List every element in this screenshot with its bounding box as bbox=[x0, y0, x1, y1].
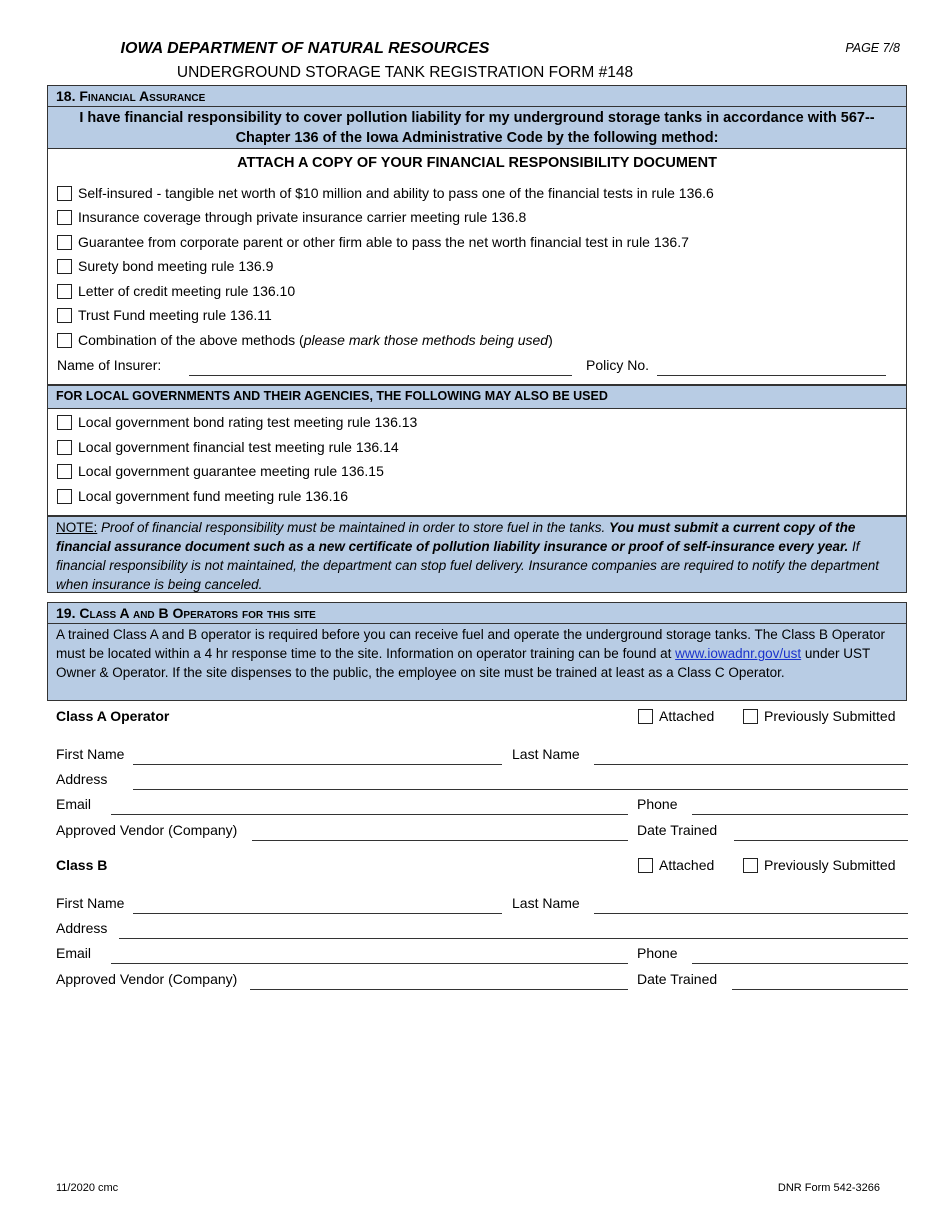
class-a-address-label: Address bbox=[56, 771, 108, 787]
checkbox[interactable] bbox=[57, 415, 72, 430]
option-label: Trust Fund meeting rule 136.11 bbox=[78, 307, 272, 323]
class-b-first-name-label: First Name bbox=[56, 895, 125, 911]
option-label: Self-insured - tangible net worth of $10 million and ability to pass one of the financial tests in rule 136.6 bbox=[78, 185, 714, 201]
option-label: Local government guarantee meeting rule 136.15 bbox=[78, 463, 384, 479]
local-option-financial-test[interactable] bbox=[57, 439, 399, 455]
class-a-last-name-label: Last Name bbox=[512, 746, 580, 762]
option-label: Guarantee from corporate parent or other firm able to pass the net worth financial test in rule 136.7 bbox=[78, 234, 689, 250]
section-19-title: Class A and B Operators for this site bbox=[79, 605, 316, 621]
option-label: Letter of credit meeting rule 136.10 bbox=[78, 283, 296, 299]
class-a-vendor-label: Approved Vendor (Company) bbox=[56, 822, 238, 838]
class-a-attached[interactable] bbox=[638, 708, 714, 724]
local-option-fund[interactable] bbox=[57, 488, 348, 504]
form-title: UNDERGROUND STORAGE TANK REGISTRATION FORM #148 bbox=[176, 64, 634, 81]
class-b-address-label: Address bbox=[56, 920, 108, 936]
class-a-phone-label: Phone bbox=[637, 796, 678, 812]
footer-form-number: DNR Form 542-3266 bbox=[777, 1182, 880, 1194]
attached-label: Attached bbox=[659, 708, 715, 724]
class-b-vendor-input[interactable] bbox=[250, 989, 628, 990]
section-19-header bbox=[47, 602, 907, 624]
fa-option-guarantee[interactable] bbox=[57, 234, 689, 250]
note-text: Proof of financial responsibility must be maintained in order to store fuel in the tanks. bbox=[97, 520, 610, 535]
note-label: NOTE: bbox=[56, 520, 98, 535]
section-18-intro: I have financial responsibility to cover pollution liability for my underground storage tanks in accordance with 567--Chapter 136 of the Iowa Administrative Code by the following method: bbox=[47, 107, 907, 149]
class-b-first-name-input[interactable] bbox=[133, 913, 502, 914]
training-link[interactable]: www.iowadnr.gov/ust bbox=[675, 646, 802, 661]
checkbox[interactable] bbox=[57, 186, 72, 201]
checkbox[interactable] bbox=[57, 333, 72, 348]
fa-note bbox=[47, 516, 907, 593]
checkbox[interactable] bbox=[57, 210, 72, 225]
checkbox[interactable] bbox=[57, 284, 72, 299]
attach-instruction: ATTACH A COPY OF YOUR FINANCIAL RESPONSIBILITY DOCUMENT bbox=[237, 155, 717, 171]
section-19-number: 19. bbox=[56, 605, 76, 621]
section-19-intro: A trained Class A and B operator is required before you can receive fuel and operate the underground storage tanks. The Class B Operator must be located within a 4 hr response time to the site. Information on operator training can be found at www.iowadnr.gov/ust under UST Owner & Operator. If the site dispenses to the public, the employee on site must be trained at least as a Class C Operator. bbox=[47, 624, 907, 701]
checkbox[interactable] bbox=[638, 709, 653, 724]
class-a-first-name-label: First Name bbox=[56, 746, 125, 762]
checkbox[interactable] bbox=[57, 235, 72, 250]
class-a-address-input[interactable] bbox=[133, 789, 908, 790]
policy-input[interactable] bbox=[657, 375, 886, 376]
option-label: Surety bond meeting rule 136.9 bbox=[78, 258, 274, 274]
local-option-guarantee[interactable] bbox=[57, 463, 384, 479]
insurer-label: Name of Insurer: bbox=[57, 357, 162, 373]
class-b-phone-label: Phone bbox=[637, 945, 678, 961]
option-label: Combination of the above methods (please mark those methods being used) bbox=[78, 332, 553, 348]
option-label: Local government bond rating test meeting rule 136.13 bbox=[78, 414, 418, 430]
class-a-first-name-input[interactable] bbox=[133, 764, 502, 765]
fa-option-letter-of-credit[interactable] bbox=[57, 283, 295, 299]
note-bold-text: You must submit a current copy of the financial assurance document such as a new certificate of pollution liability insurance or proof of self-insurance every year. bbox=[56, 520, 856, 554]
class-b-phone-input[interactable] bbox=[692, 963, 908, 964]
checkbox[interactable] bbox=[57, 308, 72, 323]
option-label: Local government fund meeting rule 136.16 bbox=[78, 488, 349, 504]
checkbox[interactable] bbox=[57, 440, 72, 455]
insurer-input[interactable] bbox=[189, 375, 572, 376]
fa-option-surety-bond[interactable] bbox=[57, 258, 273, 274]
previously-submitted-label: Previously Submitted bbox=[764, 708, 896, 724]
class-b-vendor-label: Approved Vendor (Company) bbox=[56, 971, 238, 987]
fa-option-trust-fund[interactable] bbox=[57, 307, 272, 323]
section-18-number: 18. bbox=[56, 88, 76, 104]
class-b-attached[interactable] bbox=[638, 857, 714, 873]
fa-option-self-insured[interactable] bbox=[57, 185, 714, 201]
checkbox[interactable] bbox=[743, 709, 758, 724]
class-a-label: Class A Operator bbox=[56, 708, 170, 724]
attached-label: Attached bbox=[659, 857, 715, 873]
class-a-previously-submitted[interactable] bbox=[743, 708, 896, 724]
section-18-header bbox=[47, 85, 907, 107]
class-a-email-input[interactable] bbox=[111, 814, 628, 815]
option-label: Insurance coverage through private insurance carrier meeting rule 136.8 bbox=[78, 209, 527, 225]
option-label: Local government financial test meeting rule 136.14 bbox=[78, 439, 399, 455]
class-b-address-input[interactable] bbox=[119, 938, 908, 939]
footer-date: 11/2020 cmc bbox=[56, 1182, 119, 1194]
fa-option-combination[interactable] bbox=[57, 332, 553, 348]
class-b-last-name-label: Last Name bbox=[512, 895, 580, 911]
checkbox[interactable] bbox=[638, 858, 653, 873]
class-b-label: Class B bbox=[56, 857, 108, 873]
section-18-title: Financial Assurance bbox=[79, 88, 206, 104]
class-b-email-input[interactable] bbox=[111, 963, 628, 964]
page-number: PAGE 7/8 bbox=[845, 41, 900, 55]
class-b-last-name-input[interactable] bbox=[594, 913, 908, 914]
policy-label: Policy No. bbox=[586, 357, 650, 373]
checkbox[interactable] bbox=[743, 858, 758, 873]
class-a-phone-input[interactable] bbox=[692, 814, 908, 815]
local-gov-header: FOR LOCAL GOVERNMENTS AND THEIR AGENCIES, THE FOLLOWING MAY ALSO BE USED bbox=[47, 385, 907, 409]
class-a-email-label: Email bbox=[56, 796, 92, 812]
previously-submitted-label: Previously Submitted bbox=[764, 857, 896, 873]
class-a-date-trained-input[interactable] bbox=[734, 840, 908, 841]
agency-title: IOWA DEPARTMENT OF NATURAL RESOURCES bbox=[120, 40, 490, 57]
class-a-vendor-input[interactable] bbox=[252, 840, 628, 841]
checkbox[interactable] bbox=[57, 489, 72, 504]
checkbox[interactable] bbox=[57, 464, 72, 479]
local-option-bond-rating[interactable] bbox=[57, 414, 417, 430]
class-b-date-trained-input[interactable] bbox=[732, 989, 908, 990]
class-a-last-name-input[interactable] bbox=[594, 764, 908, 765]
checkbox[interactable] bbox=[57, 259, 72, 274]
fa-option-insurance[interactable] bbox=[57, 209, 526, 225]
class-b-date-trained-label: Date Trained bbox=[637, 971, 718, 987]
class-b-email-label: Email bbox=[56, 945, 92, 961]
class-a-date-trained-label: Date Trained bbox=[637, 822, 718, 838]
class-b-previously-submitted[interactable] bbox=[743, 857, 896, 873]
note-text-2: If financial responsibility is not maintained, the department can stop fuel delivery. Insurance companies are required to notify the department when insurance is being canceled. bbox=[56, 539, 879, 592]
